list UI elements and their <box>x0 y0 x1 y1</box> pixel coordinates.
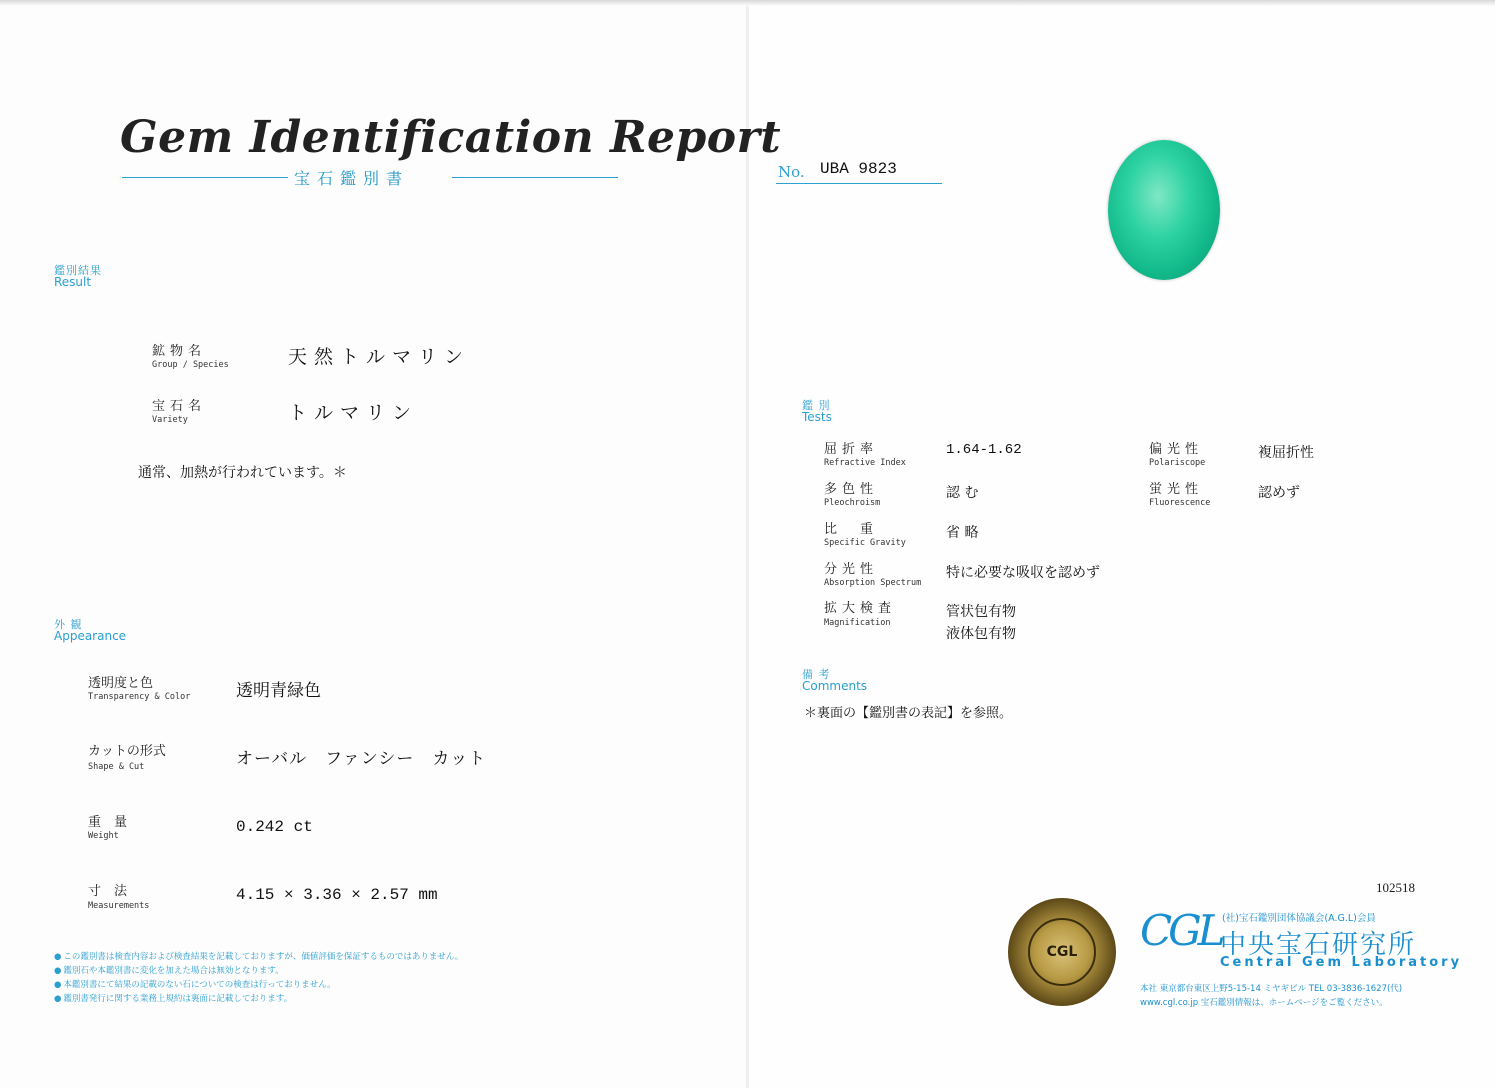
scan-edge <box>0 0 1495 6</box>
lab-member: (社)宝石鑑別団体協議会(A.G.L)会員 <box>1222 913 1376 924</box>
result-section-en: Result <box>54 275 92 289</box>
appearance-section-jp: 外 観 <box>54 618 83 631</box>
tests-section-jp: 鑑 別 <box>802 399 831 412</box>
test-label-en: Refractive Index <box>824 458 906 468</box>
serial-number: 102518 <box>1376 880 1415 895</box>
polariscope-value: 複屈折性 <box>1258 445 1314 461</box>
disclaimer-note: ● 本鑑別書にて結果の記載のない石についての検査は行っておりません。 <box>54 980 336 990</box>
appearance-row-label-en: Shape & Cut <box>88 762 145 772</box>
comments-text: ＊裏面の【鑑別書の表記】を参照。 <box>804 706 1013 721</box>
lab-address: 本社 東京都台東区上野5-15-14 ミヤギビル TEL 03-3836-1627(代) <box>1140 984 1403 994</box>
cgl-logo: CGL <box>1140 906 1222 955</box>
report-number-rule <box>776 183 942 184</box>
lab-name-en: Central Gem Laboratory <box>1220 955 1463 970</box>
transparency-color-value: 透明青緑色 <box>236 681 321 701</box>
gemstone-photo <box>1108 140 1220 280</box>
disclaimer-note: ● 鑑別石や本鑑別書に変化を加えた場合は無効となります。 <box>54 966 284 976</box>
refractive-index-value: 1.64-1.62 <box>946 442 1022 458</box>
species-value: 天然トルマリン <box>288 346 471 368</box>
variety-value: トルマリン <box>288 402 419 424</box>
appearance-row-label-jp: 透明度と色 <box>88 676 154 691</box>
test-label-jp: 蛍光性 <box>1149 482 1204 497</box>
test-label-en: Specific Gravity <box>824 538 906 548</box>
seal-emblem: CGL <box>1028 918 1096 986</box>
test-label-jp: 分光性 <box>824 562 879 577</box>
test-label-jp: 多色性 <box>824 482 879 497</box>
appearance-row-label-jp: 重 量 <box>88 815 128 830</box>
test-label-en: Absorption Spectrum <box>824 578 922 588</box>
test-label-en: Pleochroism <box>824 498 881 508</box>
appearance-row-label-en: Weight <box>88 831 119 841</box>
test-label-jp: 偏光性 <box>1149 442 1204 457</box>
appearance-row-label-en: Transparency & Color <box>88 692 191 702</box>
measurements-value: 4.15 × 3.36 × 2.57 mm <box>236 886 438 904</box>
specific-gravity-value: 省 略 <box>946 525 979 541</box>
species-label-en: Group / Species <box>152 360 229 370</box>
comments-section-jp: 備 考 <box>802 668 831 681</box>
pleochroism-value: 認 む <box>946 485 979 501</box>
result-section-jp: 鑑別結果 <box>54 264 102 277</box>
weight-value: 0.242 ct <box>236 818 313 836</box>
page-fold <box>746 0 749 1088</box>
test-label-jp: 比 重 <box>824 522 879 537</box>
test-label-en: Magnification <box>824 618 891 628</box>
shape-cut-value: オーバル ファンシー カット <box>236 749 487 769</box>
tests-section-en: Tests <box>802 410 832 424</box>
fluorescence-value: 認めず <box>1258 485 1300 501</box>
absorption-spectrum-value: 特に必要な吸収を認めず <box>946 565 1100 581</box>
test-label-jp: 屈折率 <box>824 442 879 457</box>
appearance-row-label-jp: カットの形式 <box>88 744 166 759</box>
appearance-row-label-en: Measurements <box>88 901 150 911</box>
variety-label-jp: 宝石名 <box>152 399 207 414</box>
species-label-jp: 鉱物名 <box>152 344 207 359</box>
subtitle-rule-right <box>452 177 618 178</box>
test-label-en: Fluorescence <box>1149 498 1211 508</box>
magnification-value: 管状包有物 <box>946 604 1016 620</box>
disclaimer-note: ● 鑑別書発行に関する業務上規約は裏面に記載しております。 <box>54 994 293 1004</box>
report-number: UBA 9823 <box>820 160 897 178</box>
appearance-section-en: Appearance <box>54 629 127 643</box>
variety-label-en: Variety <box>152 415 188 425</box>
test-label-en: Polariscope <box>1149 458 1206 468</box>
subtitle-rule-left <box>122 177 288 178</box>
report-no-label: No. <box>778 163 805 181</box>
disclaimer-note: ● この鑑別書は検査内容および検査結果を記載しておりますが、価値評価を保証するものではありません。 <box>54 952 464 962</box>
lab-web: www.cgl.co.jp 宝石鑑別情報は、ホームページをご覧ください。 <box>1140 998 1388 1008</box>
report-title: Gem Identification Report <box>120 112 782 163</box>
report-subtitle: 宝石鑑別書 <box>294 169 410 188</box>
appearance-row-label-jp: 寸 法 <box>88 884 128 899</box>
magnification-value-2: 液体包有物 <box>946 626 1016 642</box>
comments-section-en: Comments <box>802 679 868 693</box>
treatment-note: 通常、加熱が行われています。＊ <box>138 465 347 481</box>
test-label-jp: 拡大検査 <box>824 601 897 616</box>
lab-name-jp: 中央宝石研究所 <box>1220 930 1417 960</box>
